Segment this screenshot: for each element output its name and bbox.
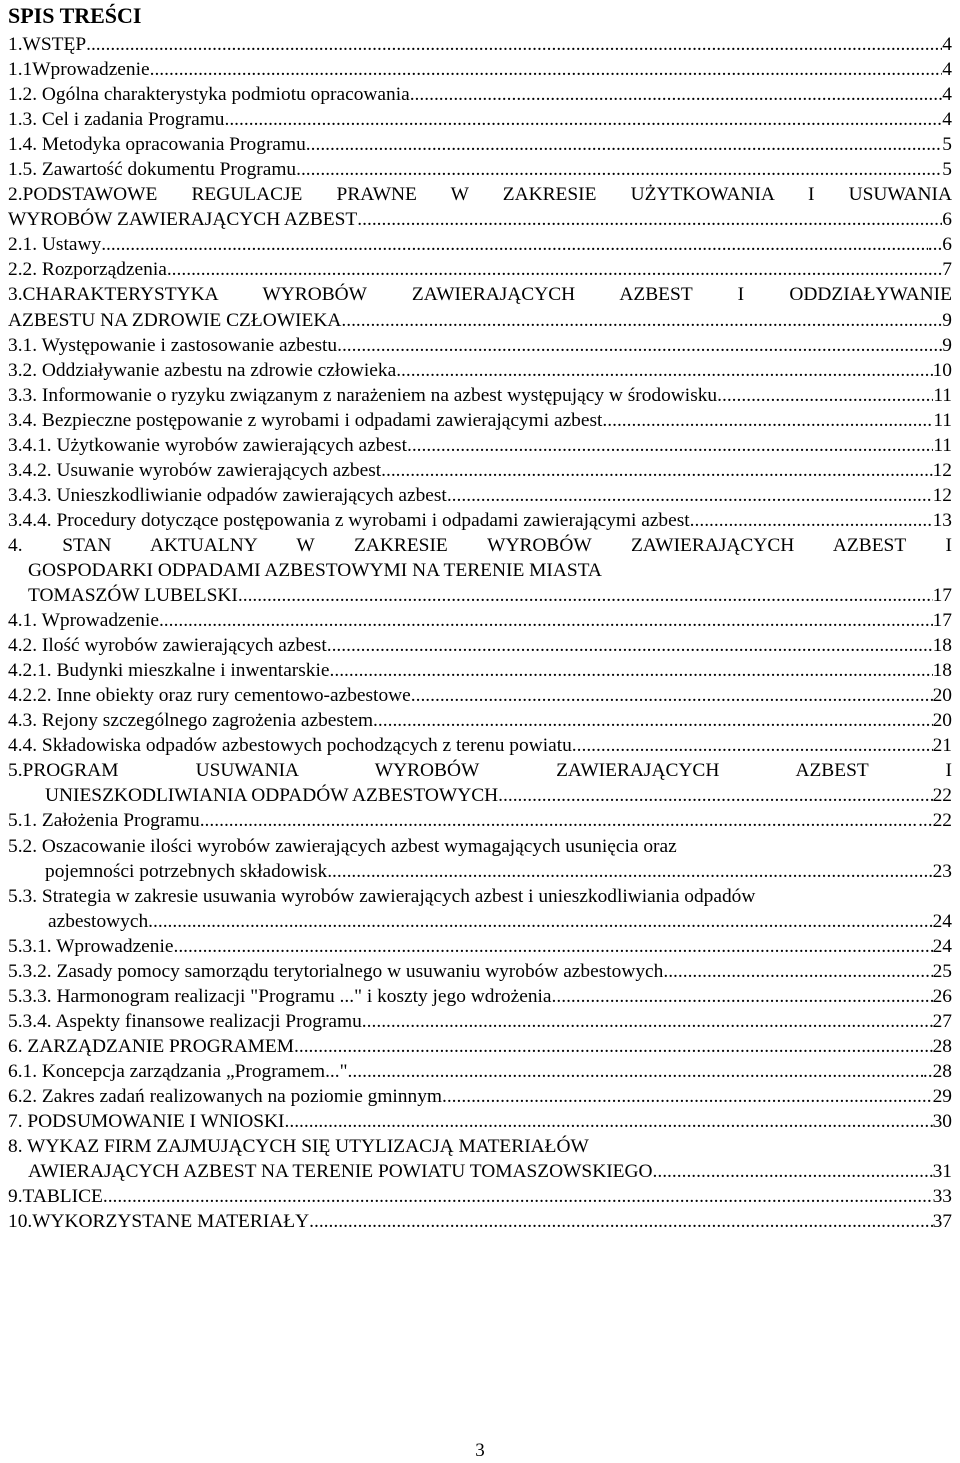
toc-page-number: 25 [932, 960, 952, 982]
toc-entry[interactable]: 5.3.2. Zasady pomocy samorządu terytorialnego w usuwaniu wyrobów azbestowych ..... 25 [8, 959, 952, 984]
toc-page-number: 24 [932, 935, 952, 957]
toc-entry[interactable]: 5.1. Założenia Programu ..... ...22 [8, 808, 952, 833]
toc-entry[interactable]: 5.3.4. Aspekty finansowe realizacji Programu ..... 27 [8, 1009, 952, 1034]
toc-entry[interactable]: 4.2.2. Inne obiekty oraz rury cementowo-azbestowe ..... 20 [8, 683, 952, 708]
toc-entry[interactable]: 3.1. Występowanie i zastosowanie azbestu ..... 9 [8, 333, 952, 358]
toc-entry-line: 8. WYKAZ FIRM ZAJMUJĄCYCH SIĘ UTYLIZACJĄ MATERIAŁÓW [8, 1136, 589, 1158]
toc-entry[interactable]: 4.1. Wprowadzenie ..... 17 [8, 608, 952, 633]
toc-page-number: 12 [932, 484, 952, 506]
toc-page-number: 13 [932, 509, 952, 531]
toc-entry-line: 3.CHARAKTERYSTYKA WYROBÓW ZAWIERAJĄCYCH AZBEST I ODDZIAŁYWANIE [8, 284, 952, 306]
toc-page-number: 23 [932, 860, 952, 882]
toc-entry[interactable]: 1.3. Cel i zadania Programu ..... 4 [8, 107, 952, 132]
toc-entry[interactable]: 3.4.2. Usuwanie wyrobów zawierających azbest ..... 12 [8, 458, 952, 483]
toc-page-number: 20 [932, 710, 952, 732]
toc-entry[interactable]: 5.PROGRAM USUWANIA WYROBÓW ZAWIERAJĄCYCH AZBEST I UNIESZKODLIWIANIA ODPADÓW AZBESTOWYCH ..... 22 [8, 758, 952, 808]
toc-page-number: 18 [932, 660, 952, 682]
toc-entry-line: 5.PROGRAM USUWANIA WYROBÓW ZAWIERAJĄCYCH AZBEST I [8, 760, 952, 782]
toc-page-number: 11 [933, 384, 952, 406]
toc-page-number: 17 [932, 585, 952, 607]
toc-page-number: 5 [942, 159, 952, 181]
toc-entry-line: 4. STAN AKTUALNY W ZAKRESIE WYROBÓW ZAWIERAJĄCYCH AZBEST I [8, 534, 952, 556]
toc-entry[interactable]: 5.3.3. Harmonogram realizacji "Programu ..." i koszty jego wdrożenia ..... 26 [8, 984, 952, 1009]
toc-entry[interactable]: 9.TABLICE ..... 33 [8, 1184, 952, 1209]
toc-entry[interactable]: 6. ZARZĄDZANIE PROGRAMEM ..... 28 [8, 1034, 952, 1059]
toc-page-number: 4 [942, 34, 952, 55]
toc-entry[interactable]: 3.4. Bezpieczne postępowanie z wyrobami i odpadami zawierającymi azbest ..... 11 [8, 408, 952, 433]
toc-page-number: 37 [932, 1211, 952, 1233]
toc-page-number: 11 [933, 409, 952, 431]
toc-entry[interactable]: 6.2. Zakres zadań realizowanych na poziomie gminnym ..... 29 [8, 1084, 952, 1109]
toc-page-number: 9 [942, 334, 952, 356]
toc-page-number: 27 [932, 1010, 952, 1032]
toc-entry-line: 2.PODSTAWOWE REGULACJE PRAWNE W ZAKRESIE UŻYTKOWANIA I USUWANIA [8, 184, 952, 206]
toc-page-number: 11 [933, 434, 952, 456]
toc-entry[interactable]: 3.CHARAKTERYSTYKA WYROBÓW ZAWIERAJĄCYCH AZBEST I ODDZIAŁYWANIE AZBESTU NA ZDROWIE CZŁOWIEKA ..... 9 [8, 282, 952, 332]
toc-page-number: 26 [932, 985, 952, 1007]
toc-entry[interactable]: 5.3. Strategia w zakresie usuwania wyrobów zawierających azbest i unieszkodliwiania odpadów azbestowych ..... 24 [8, 884, 952, 934]
toc-page-number: 6 [942, 209, 952, 231]
toc-page-number: 5 [942, 134, 952, 156]
toc-entry[interactable]: 1.4. Metodyka opracowania Programu ..... 5 [8, 132, 952, 157]
toc-entry[interactable]: 8. WYKAZ FIRM ZAJMUJĄCYCH SIĘ UTYLIZACJĄ MATERIAŁÓW AWIERAJĄCYCH AZBEST NA TERENIE POWIATU TOMASZOWSKIEGO ..... 31 [8, 1134, 952, 1184]
toc-page-number: 18 [932, 635, 952, 657]
toc-page-number: 30 [932, 1111, 952, 1133]
toc-entry[interactable]: 3.4.1. Użytkowanie wyrobów zawierających azbest ..... 11 [8, 433, 952, 458]
toc-entry-line: 5.3. Strategia w zakresie usuwania wyrobów zawierających azbest i unieszkodliwiania odpadów [8, 885, 756, 907]
toc-page-number: 22 [932, 785, 952, 807]
toc-entry[interactable]: 10.WYKORZYSTANE MATERIAŁY ..... 37 [8, 1209, 952, 1234]
toc-entry[interactable]: 4.3. Rejony szczególnego zagrożenia azbestem ..... 20 [8, 708, 952, 733]
toc-entry[interactable]: 2.2. Rozporządzenia ..... 7 [8, 257, 952, 282]
toc-entry-line: GOSPODARKI ODPADAMI AZBESTOWYMI NA TERENIE MIASTA [28, 559, 602, 581]
toc-entry[interactable]: 6.1. Koncepcja zarządzania „Programem..." ..... ..28 [8, 1059, 952, 1084]
toc-page-number: 31 [932, 1161, 952, 1183]
toc-page-number: 10 [932, 359, 952, 381]
toc-page-number: 33 [932, 1186, 952, 1208]
toc-page-number: 24 [932, 910, 952, 932]
toc-page-number: 7 [942, 259, 952, 281]
toc-entry[interactable]: 7. PODSUMOWANIE I WNIOSKI ..... 30 [8, 1109, 952, 1134]
toc-entry-line: 5.2. Oszacowanie ilości wyrobów zawierających azbest wymagających usunięcia oraz [8, 835, 677, 857]
toc-entry[interactable]: 5.2. Oszacowanie ilości wyrobów zawierających azbest wymagających usunięcia oraz pojemności potrzebnych składowisk ..... 23 [8, 834, 952, 884]
toc-page-number: ...22 [918, 810, 952, 832]
toc-entry[interactable]: 1.1Wprowadzenie ..... 4 [8, 57, 952, 82]
toc-page-number: ..28 [922, 1060, 952, 1082]
toc-page-number: 29 [932, 1085, 952, 1107]
toc-page-number: 20 [932, 685, 952, 707]
toc-entry[interactable]: 4.4. Składowiska odpadów azbestowych pochodzących z terenu powiatu ..... 21 [8, 733, 952, 758]
toc-entry[interactable]: 1.WSTĘP ..... 4 [8, 32, 952, 57]
toc-entry[interactable]: 4.2.1. Budynki mieszkalne i inwentarskie ..... 18 [8, 658, 952, 683]
toc-entry[interactable]: 1.2. Ogólna charakterystyka podmiotu opracowania ..... 4 [8, 82, 952, 107]
toc-page-number: ...6 [927, 234, 952, 256]
page-number: 3 [475, 1440, 485, 1461]
toc-entry[interactable]: 3.3. Informowanie o ryzyku związanym z narażeniem na azbest występujący w środowisku ..... 11 [8, 383, 952, 408]
toc-page-number: 17 [932, 610, 952, 632]
toc-entry[interactable]: 2.1. Ustawy ..... ...6 [8, 232, 952, 257]
toc-entry[interactable]: 5.3.1. Wprowadzenie ..... 24 [8, 934, 952, 959]
toc-page-number: 12 [932, 459, 952, 481]
toc-entry[interactable]: 3.2. Oddziaływanie azbestu na zdrowie człowieka ..... 10 [8, 358, 952, 383]
toc-page-number: 28 [932, 1035, 952, 1057]
toc-entry[interactable]: 4. STAN AKTUALNY W ZAKRESIE WYROBÓW ZAWIERAJĄCYCH AZBEST I GOSPODARKI ODPADAMI AZBESTOWYMI NA TERENIE MIASTA TOMASZÓW LUBELSKI ..... 17 [8, 533, 952, 608]
toc-page-number: 4 [942, 84, 952, 106]
toc-page-number: 9 [942, 309, 952, 331]
toc-entry[interactable]: 2.PODSTAWOWE REGULACJE PRAWNE W ZAKRESIE UŻYTKOWANIA I USUWANIA WYROBÓW ZAWIERAJĄCYCH AZBEST ..... 6 [8, 182, 952, 232]
toc-page-number: 4 [942, 59, 952, 81]
toc-page-number: 21 [932, 735, 952, 757]
toc-heading: SPIS TREŚCI [8, 3, 142, 28]
toc-entry[interactable]: 3.4.4. Procedury dotyczące postępowania z wyrobami i odpadami zawierającymi azbest ..... 13 [8, 508, 952, 533]
table-of-contents [8, 32, 952, 1234]
toc-entry[interactable]: 4.2. Ilość wyrobów zawierających azbest ..... 18 [8, 633, 952, 658]
toc-entry[interactable]: 1.5. Zawartość dokumentu Programu ..... 5 [8, 157, 952, 182]
toc-entry[interactable]: 3.4.3. Unieszkodliwianie odpadów zawierających azbest ..... 12 [8, 483, 952, 508]
toc-page-number: 4 [942, 109, 952, 131]
